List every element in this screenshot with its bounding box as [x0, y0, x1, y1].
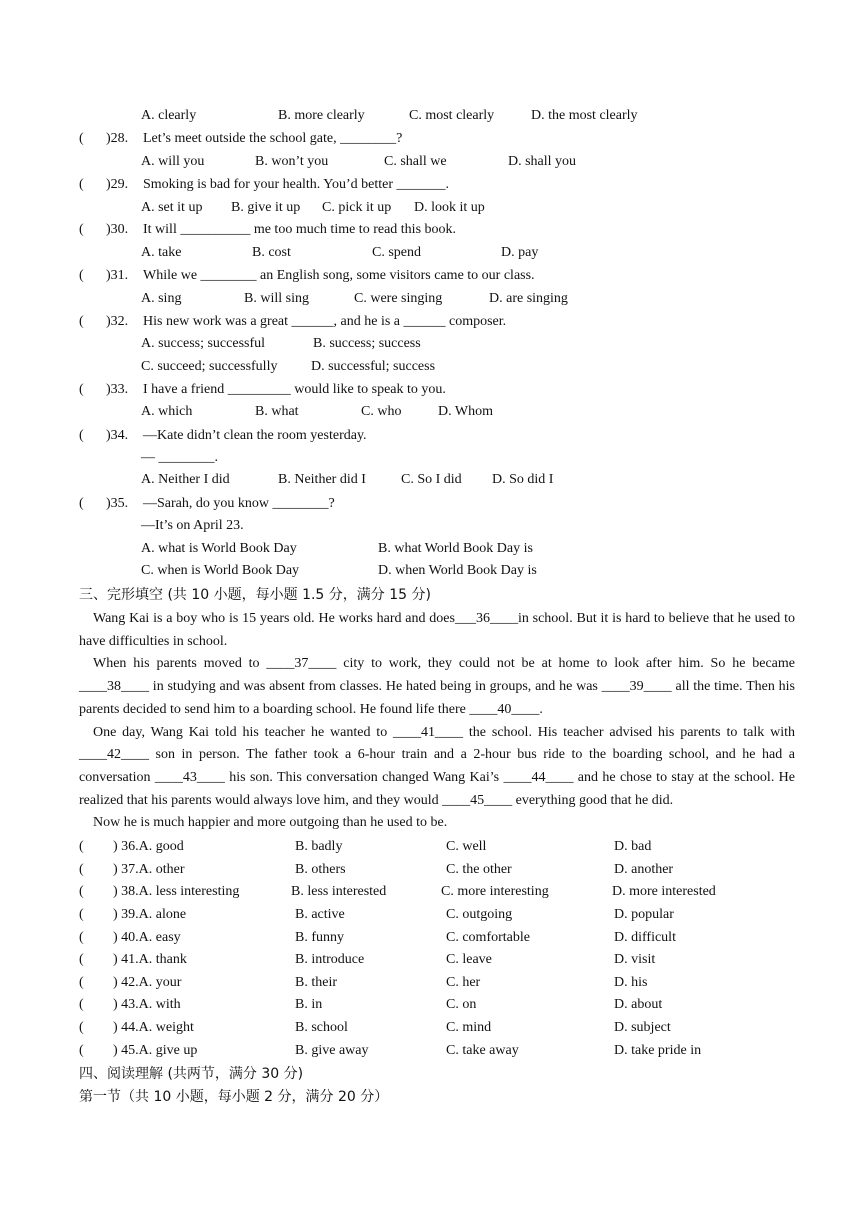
cloze-option-c: C. on	[446, 997, 477, 1012]
cloze-option-d: D. subject	[614, 1020, 671, 1035]
question-paren: (	[79, 952, 84, 967]
cloze-option-b: B. their	[295, 975, 337, 990]
question-paren: (	[79, 428, 84, 443]
cloze-option-c: C. leave	[446, 952, 492, 967]
question-number: )35.	[106, 496, 129, 511]
option: A. Neither I did	[141, 472, 230, 487]
cloze-option-d: D. his	[614, 975, 648, 990]
cloze-option-c: C. comfortable	[446, 930, 530, 945]
cloze-option-b: B. give away	[295, 1043, 369, 1058]
question-paren: (	[79, 131, 84, 146]
option: D. successful; success	[311, 359, 436, 374]
q27-option-a: A. clearly	[141, 108, 197, 123]
option: C. when is World Book Day	[141, 563, 300, 578]
question-paren: (	[79, 1043, 84, 1058]
cloze-option-c: C. the other	[446, 862, 512, 877]
option: A. what is World Book Day	[141, 541, 297, 556]
question-number: )29.	[106, 177, 129, 192]
option: C. spend	[372, 245, 421, 260]
question-response: — ________.	[141, 450, 218, 465]
section-heading-reading: 四、阅读理解 (共两节，满分 30 分)	[79, 1066, 304, 1082]
cloze-option-d: D. visit	[614, 952, 656, 967]
question-number: )31.	[106, 268, 129, 283]
section-subheading: 第一节（共 10 小题，每小题 2 分，满分 20 分）	[79, 1089, 389, 1105]
option: D. Whom	[438, 404, 493, 419]
question-stem: His new work was a great ______, and he is a ______ composer.	[143, 314, 507, 329]
question-stem: —Sarah, do you know ________?	[143, 496, 335, 511]
option: D. So did I	[492, 472, 554, 487]
passage-paragraph: Wang Kai is a boy who is 15 years old. He works hard and does___36____in school. But it is hard to believe that he used to have difficulties in school.	[79, 611, 795, 649]
question-paren: (	[79, 884, 84, 899]
option: D. look it up	[414, 200, 485, 215]
question-number: )30.	[106, 222, 129, 237]
question-paren: (	[79, 839, 84, 854]
cloze-option-d: D. difficult	[614, 930, 676, 945]
cloze-option-d: D. bad	[614, 839, 652, 854]
question-stem: I have a friend _________ would like to speak to you.	[143, 382, 446, 397]
cloze-option-c: C. well	[446, 839, 487, 854]
cloze-option-a: ) 45.A. give up	[113, 1043, 198, 1058]
question-number: )32.	[106, 314, 129, 329]
cloze-option-a: ) 37.A. other	[113, 862, 185, 877]
option: B. Neither did I	[278, 472, 366, 487]
option: C. So I did	[401, 472, 462, 487]
question-number: )28.	[106, 131, 129, 146]
option: B. cost	[252, 245, 291, 260]
option: B. won’t you	[255, 154, 329, 169]
cloze-option-c: C. take away	[446, 1043, 519, 1058]
cloze-option-b: B. in	[295, 997, 323, 1012]
cloze-option-a: ) 42.A. your	[113, 975, 182, 990]
cloze-option-b: B. school	[295, 1020, 348, 1035]
cloze-option-a: ) 39.A. alone	[113, 907, 187, 922]
option: B. give it up	[231, 200, 301, 215]
question-paren: (	[79, 862, 84, 877]
option: C. pick it up	[322, 200, 392, 215]
option: B. success; success	[313, 336, 421, 351]
passage-paragraph: Now he is much happier and more outgoing than he used to be.	[93, 815, 448, 831]
cloze-passage	[79, 608, 795, 835]
cloze-option-b: B. active	[295, 907, 345, 922]
option: B. what	[255, 404, 299, 419]
passage-paragraph: One day, Wang Kai told his teacher he wanted to ____41____ the school. His teacher advised his parents to talk with ____42____ son in person. The father took a 6-hour train and a 2-hour bus ride to the boarding school, and he had a conversation ____43____ his son. This conversation changed Wang Kai’s ____44____ and he chose to stay at the school. He realized that his parents would always love him, and they would ____45____ everything good that he did.	[79, 724, 795, 808]
cloze-option-b: B. badly	[295, 839, 343, 854]
question-stem: Smoking is bad for your health. You’d better _______.	[143, 177, 450, 192]
cloze-option-b: B. funny	[295, 930, 344, 945]
question-number: )33.	[106, 382, 129, 397]
question-paren: (	[79, 314, 84, 329]
question-stem: While we ________ an English song, some visitors came to our class.	[143, 268, 535, 283]
option: C. succeed; successfully	[141, 359, 278, 374]
cloze-option-d: D. popular	[614, 907, 674, 922]
cloze-option-b: B. less interested	[291, 884, 387, 899]
question-stem: It will __________ me too much time to read this book.	[143, 222, 457, 237]
option: C. shall we	[384, 154, 447, 169]
cloze-option-a: ) 38.A. less interesting	[113, 884, 240, 899]
question-paren: (	[79, 496, 84, 511]
cloze-option-a: ) 43.A. with	[113, 997, 181, 1012]
question-stem: Let’s meet outside the school gate, ________?	[143, 131, 403, 146]
passage-paragraph: When his parents moved to ____37____ city to work, they could not be at home to look after him. So he became ____38____ in studying and was absent from classes. He hated being in groups, and he was ____39____ all the time. Then his parents decided to send him to a boarding school. He found life there ____40____.	[79, 656, 795, 717]
question-response: —It’s on April 23.	[141, 518, 244, 533]
question-paren: (	[79, 997, 84, 1012]
option: A. which	[141, 404, 193, 419]
option: B. will sing	[244, 291, 309, 306]
section-heading-cloze: 三、完形填空 (共 10 小题，每小题 1.5 分，满分 15 分)	[79, 587, 431, 603]
cloze-option-a: ) 44.A. weight	[113, 1020, 194, 1035]
cloze-option-d: D. about	[614, 997, 663, 1012]
cloze-option-c: C. mind	[446, 1020, 492, 1035]
cloze-option-c: C. her	[446, 975, 481, 990]
cloze-option-b: B. others	[295, 862, 346, 877]
option: C. were singing	[354, 291, 443, 306]
q27-option-d: D. the most clearly	[531, 108, 638, 123]
question-paren: (	[79, 222, 84, 237]
question-paren: (	[79, 975, 84, 990]
question-paren: (	[79, 268, 84, 283]
question-paren: (	[79, 382, 84, 397]
cloze-option-a: ) 41.A. thank	[113, 952, 187, 967]
cloze-option-c: C. more interesting	[441, 884, 549, 899]
option: D. pay	[501, 245, 539, 260]
question-paren: (	[79, 907, 84, 922]
question-paren: (	[79, 930, 84, 945]
cloze-option-d: D. more interested	[612, 884, 716, 899]
option: A. take	[141, 245, 182, 260]
question-paren: (	[79, 177, 84, 192]
option: A. sing	[141, 291, 182, 306]
question-stem: —Kate didn’t clean the room yesterday.	[143, 428, 367, 443]
option: A. will you	[141, 154, 205, 169]
cloze-option-d: D. take pride in	[614, 1043, 702, 1058]
question-number: )34.	[106, 428, 129, 443]
q27-option-c: C. most clearly	[409, 108, 495, 123]
question-paren: (	[79, 1020, 84, 1035]
option: B. what World Book Day is	[378, 541, 533, 556]
option: A. set it up	[141, 200, 203, 215]
option: D. are singing	[489, 291, 568, 306]
cloze-option-b: B. introduce	[295, 952, 365, 967]
cloze-option-a: ) 36.A. good	[113, 839, 184, 854]
q27-option-b: B. more clearly	[278, 108, 365, 123]
option: D. when World Book Day is	[378, 563, 537, 578]
option: A. success; successful	[141, 336, 266, 351]
option: D. shall you	[508, 154, 577, 169]
option: C. who	[361, 404, 402, 419]
cloze-option-c: C. outgoing	[446, 907, 513, 922]
cloze-option-d: D. another	[614, 862, 674, 877]
cloze-option-a: ) 40.A. easy	[113, 930, 181, 945]
